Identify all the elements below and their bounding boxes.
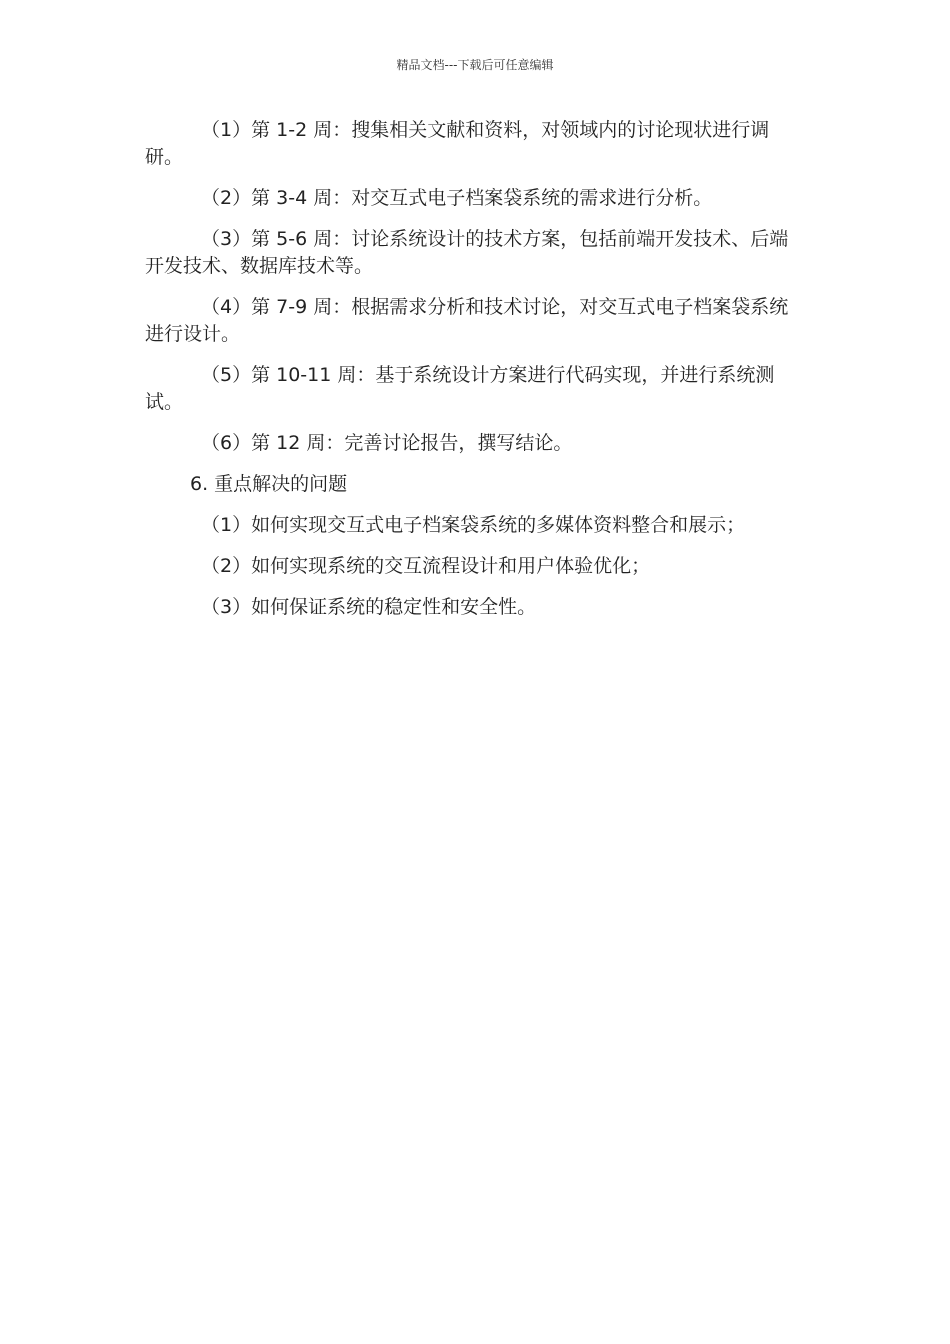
- schedule-item-2: （2）第 3-4 周：对交互式电子档案袋系统的需求进行分析。: [201, 187, 713, 209]
- problem-item-3: （3）如何保证系统的稳定性和安全性。: [201, 596, 537, 618]
- schedule-item-4: （4）第 7-9 周：根据需求分析和技术讨论，对交互式电子档案袋系统进行设计。: [145, 296, 789, 345]
- document-body: [145, 117, 807, 635]
- schedule-item-3: （3）第 5-6 周：讨论系统设计的技术方案，包括前端开发技术、后端开发技术、数据库技术等。: [145, 228, 789, 277]
- schedule-item-6: （6）第 12 周：完善讨论报告，撰写结论。: [201, 432, 573, 454]
- problem-item-1: （1）如何实现交互式电子档案袋系统的多媒体资料整合和展示；: [201, 514, 746, 536]
- schedule-item-5: （5）第 10-11 周：基于系统设计方案进行代码实现，并进行系统测试。: [145, 364, 775, 413]
- problem-item-2: （2）如何实现系统的交互流程设计和用户体验优化；: [201, 555, 651, 577]
- page-header: 精品文档---下载后可任意编辑: [396, 58, 554, 72]
- schedule-item-1: （1）第 1-2 周：搜集相关文献和资料，对领域内的讨论现状进行调研。: [145, 119, 770, 168]
- section-heading: 6. 重点解决的问题: [190, 473, 348, 495]
